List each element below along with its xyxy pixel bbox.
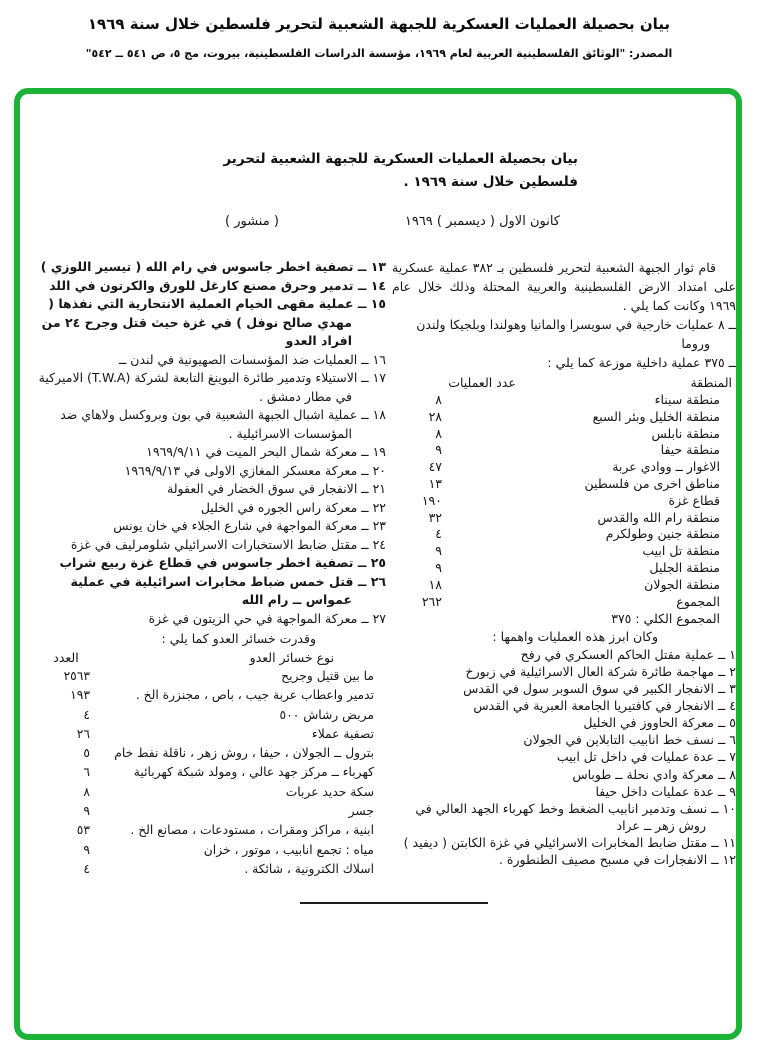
document-title-line2: فلسطين خلال سنة ١٩٦٩ .: [403, 174, 578, 190]
operation-item: ٢ ــ مهاجمة طائرة شركة العال الاسرائيلية في زبورخ: [465, 663, 736, 679]
operations-list-right: [392, 646, 736, 868]
operation-item: ٩ ــ عدة عمليات داخل حيفا: [595, 783, 736, 799]
region-row: [392, 577, 736, 594]
region-count: ١٣: [428, 475, 442, 491]
operation-item: ٢٠ ــ معركة معسكر المغازي الاولى في ١٩٦٩/٩/١٣: [124, 462, 386, 478]
region-count: ٨: [435, 425, 442, 441]
region-count: ٢٦٢: [421, 593, 442, 609]
regions-table: [392, 392, 736, 610]
region-count: ٣٢: [428, 509, 442, 525]
loss-row: [30, 706, 386, 725]
loss-count: ٢٥٦٣: [63, 669, 90, 683]
loss-count: ٩: [83, 804, 90, 819]
region-count: ٤: [435, 526, 442, 542]
losses-intro: وقدرت خسائر العدو كما يلي :: [161, 631, 316, 646]
operation-item: ١٨ ــ عملية اشبال الجبهة الشعبية في بون وبروكسل ولاهاي ضد المؤسسات الاسرائيلية .: [60, 407, 386, 441]
region-row: [392, 442, 736, 459]
loss-row: [30, 763, 386, 782]
operation-item: ١٣ ــ تصفية اخطر جاسوس في رام الله ( تيسير اللوزي ): [40, 259, 386, 274]
region-name: منطقة تل ابيب: [642, 543, 720, 559]
region-name: قطاع غزة: [668, 492, 720, 508]
region-count: ١٩٠: [421, 492, 442, 508]
region-count: ٨: [435, 392, 442, 407]
losses-header-type: نوع خسائر العدو: [249, 650, 334, 665]
operation-item: ١٠ ــ نسف وتدمير انابيب الضغط وخط كهرباء الجهد العالي في روش زهر ــ عراد: [415, 800, 736, 833]
loss-row: [30, 667, 386, 686]
region-name: منطقة جنين وطولكرم: [605, 526, 720, 542]
region-row: [392, 426, 736, 443]
internal-operations-line: ــ ٣٧٥ عملية داخلية موزعة كما يلي :: [547, 355, 736, 370]
loss-count: ٥: [83, 746, 90, 761]
loss-type: جسر: [348, 804, 374, 819]
region-row: [392, 493, 736, 510]
region-row: [392, 409, 736, 426]
operation-item: ١٢ ــ الانفجارات في مسبح مصيف الطنطورة .: [498, 851, 736, 867]
regions-header-count: عدد العمليات: [448, 375, 516, 390]
loss-type: بترول ــ الجولان ، حيفا ، روش زهر ، ناقلة نفط خام: [114, 746, 374, 761]
loss-type: مياه : تجمع انابيب ، موتور ، خزان: [203, 842, 374, 857]
operation-item: ٤ ــ الانفجار في كافتيريا الجامعة العبرية في القدس: [473, 698, 736, 714]
region-count: ١٨: [428, 576, 442, 592]
region-row: [392, 510, 736, 527]
loss-type: سكة حديد عربات: [285, 784, 374, 799]
document-title: [178, 148, 578, 194]
region-row: [392, 560, 736, 577]
loss-count: ٢٦: [76, 726, 90, 741]
external-operations-line: ــ ٨ عمليات خارجية في سويسرا والمانيا وهولندا وبلجيكا ولندن وروما: [416, 317, 736, 351]
loss-count: ٥٣: [76, 823, 90, 838]
published-note: ( منشور ): [225, 214, 279, 229]
document-date: كانون الاول ( ديسمبر ) ١٩٦٩: [404, 214, 560, 229]
region-row: [392, 594, 736, 611]
loss-type: مربض رشاش ٥٠٠: [279, 707, 374, 722]
loss-row: [30, 841, 386, 860]
operation-item: ١٩ ــ معركة شمال البحر الميت في ١٩٦٩/٩/١١: [146, 444, 386, 459]
source-citation: المصدر: "الوثائق الفلسطينية العربية لعام ١٩٦٩، مؤسسة الدراسات الفلسطينية، بيروت، مج ٥، ص ٥٤١ ــ ٥٤٢": [85, 47, 673, 60]
region-count: ٩: [435, 543, 442, 559]
loss-count: ٤: [83, 861, 90, 876]
region-name: مناطق اخرى من فلسطين: [584, 475, 720, 491]
region-name: المجموع: [676, 593, 720, 609]
loss-count: ٩: [83, 842, 90, 857]
loss-count: ٦: [83, 765, 90, 780]
operation-item: ١ ــ عملية مقتل الحاكم العسكري في رفح: [520, 646, 736, 662]
column-right: [392, 258, 736, 868]
document-content: [20, 94, 736, 1034]
region-row: [392, 392, 736, 409]
region-row: [392, 526, 736, 543]
operation-item: ٦ ــ نسف خط انابيب التابلاين في الجولان: [523, 732, 736, 748]
footnote-rule: [300, 902, 488, 904]
loss-row: [30, 821, 386, 840]
operation-item: ٣ ــ الانفجار الكبير في سوق السوبر سول في القدس: [463, 681, 736, 697]
loss-row: [30, 725, 386, 744]
loss-row: [30, 860, 386, 879]
column-left: [30, 258, 386, 879]
operation-item: ٢٤ ــ مقتل ضابط الاستخبارات الاسرائيلي شلومرليف في غزة: [70, 536, 386, 552]
region-name: الاغوار ــ ووادي عربة: [612, 459, 720, 475]
operation-item: ٥ ــ معركة الحاووز في الخليل: [583, 715, 736, 731]
region-name: منطقة سيناء: [654, 392, 720, 407]
loss-type: كهرباء ــ مركز جهد عالي ، ومولد شبكة كهربائية: [133, 765, 374, 780]
losses-header-count: العدد: [53, 650, 79, 665]
region-name: منطقة الجليل: [649, 559, 720, 575]
loss-count: ١٩٣: [70, 688, 90, 703]
loss-type: تصفية عملاء: [311, 726, 374, 741]
loss-row: [30, 686, 386, 705]
document-title-line1: بيان بحصيلة العمليات العسكرية للجبهة الشعبية لتحرير: [223, 151, 578, 167]
loss-type: ما بين قتيل وجريح: [281, 669, 374, 683]
operation-item: ١٦ ــ العمليات ضد المؤسسات الصهيونية في لندن ــ: [118, 351, 386, 367]
loss-row: [30, 802, 386, 821]
loss-count: ٨: [83, 784, 90, 799]
operation-item: ١٧ ــ الاستيلاء وتدمير طائرة البوينغ التابعة لشركة ⁦(T.W.A)⁩ الاميركية في مطار دمشق .: [38, 370, 386, 404]
highlights-intro: وكان ابرز هذه العمليات واهمها :: [492, 628, 658, 644]
loss-row: [30, 783, 386, 802]
region-row: [392, 543, 736, 560]
operation-item: ٨ ــ معركة وادي نحلة ــ طوباس: [572, 766, 736, 782]
region-name: منطقة الخليل وبئر السبع: [592, 408, 720, 424]
loss-type: اسلاك الكترونية ، شائكة .: [244, 861, 374, 876]
operation-item: ١١ ــ مقتل ضابط المخابرات الاسرائيلي في غزة الكابتن ( ديفيد ): [403, 834, 736, 850]
operation-item: ٢٢ ــ معركة راس الجوره في الخليل: [200, 499, 386, 515]
page-title: بيان بحصيلة العمليات العسكرية للجبهة الشعبية لتحرير فلسطين خلال سنة ١٩٦٩: [87, 15, 671, 33]
operation-item: ٢٦ ــ قتل خمس ضباط مخابرات اسرائيلية في عملية عمواس ــ رام الله: [70, 573, 386, 607]
regions-table-header: [392, 374, 736, 392]
operation-item: ٢٣ ــ معركة المواجهة في شارع الجلاء في خان يونس: [113, 518, 386, 533]
region-count: ٤٧: [428, 459, 442, 475]
losses-table-header: [30, 648, 386, 667]
operation-item: ٢١ ــ الانفجار في سوق الخضار في العفولة: [167, 481, 386, 496]
intro-paragraph: قام ثوار الجبهة الشعبية لتحرير فلسطين بـ ٣٨٢ عملية عسكرية على امتداد الارض الفلسطينية والعربية المحتلة وذلك خلال عام ١٩٦٩ وكانت كما يلي .: [392, 260, 736, 313]
document-frame: [14, 88, 742, 1040]
losses-table: [30, 667, 386, 879]
loss-type: تدمير واعطاب عربة جيب ، باص ، مجنزرة الخ .: [135, 688, 374, 703]
region-name: منطقة رام الله والقدس: [597, 509, 720, 525]
loss-count: ٤: [83, 707, 90, 722]
operations-list-left: [30, 258, 386, 628]
operation-item: ٢٧ ــ معركة المواجهة في حي الزيتون في غزة: [148, 610, 386, 626]
region-name: منطقة حيفا: [660, 442, 720, 458]
region-count: ٢٨: [428, 408, 442, 424]
operation-item: ١٥ ــ عملية مقهى الخيام العملية الانتحارية التي نفذها ( مهدي صالح نوفل ) في غزة حيث قتل وجرح ٢٤ من افراد العدو: [41, 296, 386, 348]
region-row: [392, 476, 736, 493]
region-name: منطقة نابلس: [651, 425, 720, 441]
region-count: ٩: [435, 442, 442, 458]
loss-row: [30, 744, 386, 763]
operation-item: ٧ ــ عدة عمليات في داخل تل ابيب: [556, 749, 736, 765]
operation-item: ١٤ ــ تدمير وحرق مصنع كارغل للورق والكرتون في اللد: [49, 277, 386, 293]
operation-item: ٢٥ ــ تصفية اخطر جاسوس في قطاع غزة ربيع شراب: [59, 555, 386, 570]
region-count: ٩: [435, 559, 442, 575]
loss-type: ابنية ، مراكز ومقرات ، مستودعات ، مصانع الخ .: [130, 823, 374, 838]
region-row: [392, 459, 736, 476]
grand-total-line: المجموع الكلي : ٣٧٥: [611, 611, 720, 627]
regions-header-region: المنطقة: [690, 375, 732, 390]
region-name: منطقة الجولان: [644, 576, 720, 592]
